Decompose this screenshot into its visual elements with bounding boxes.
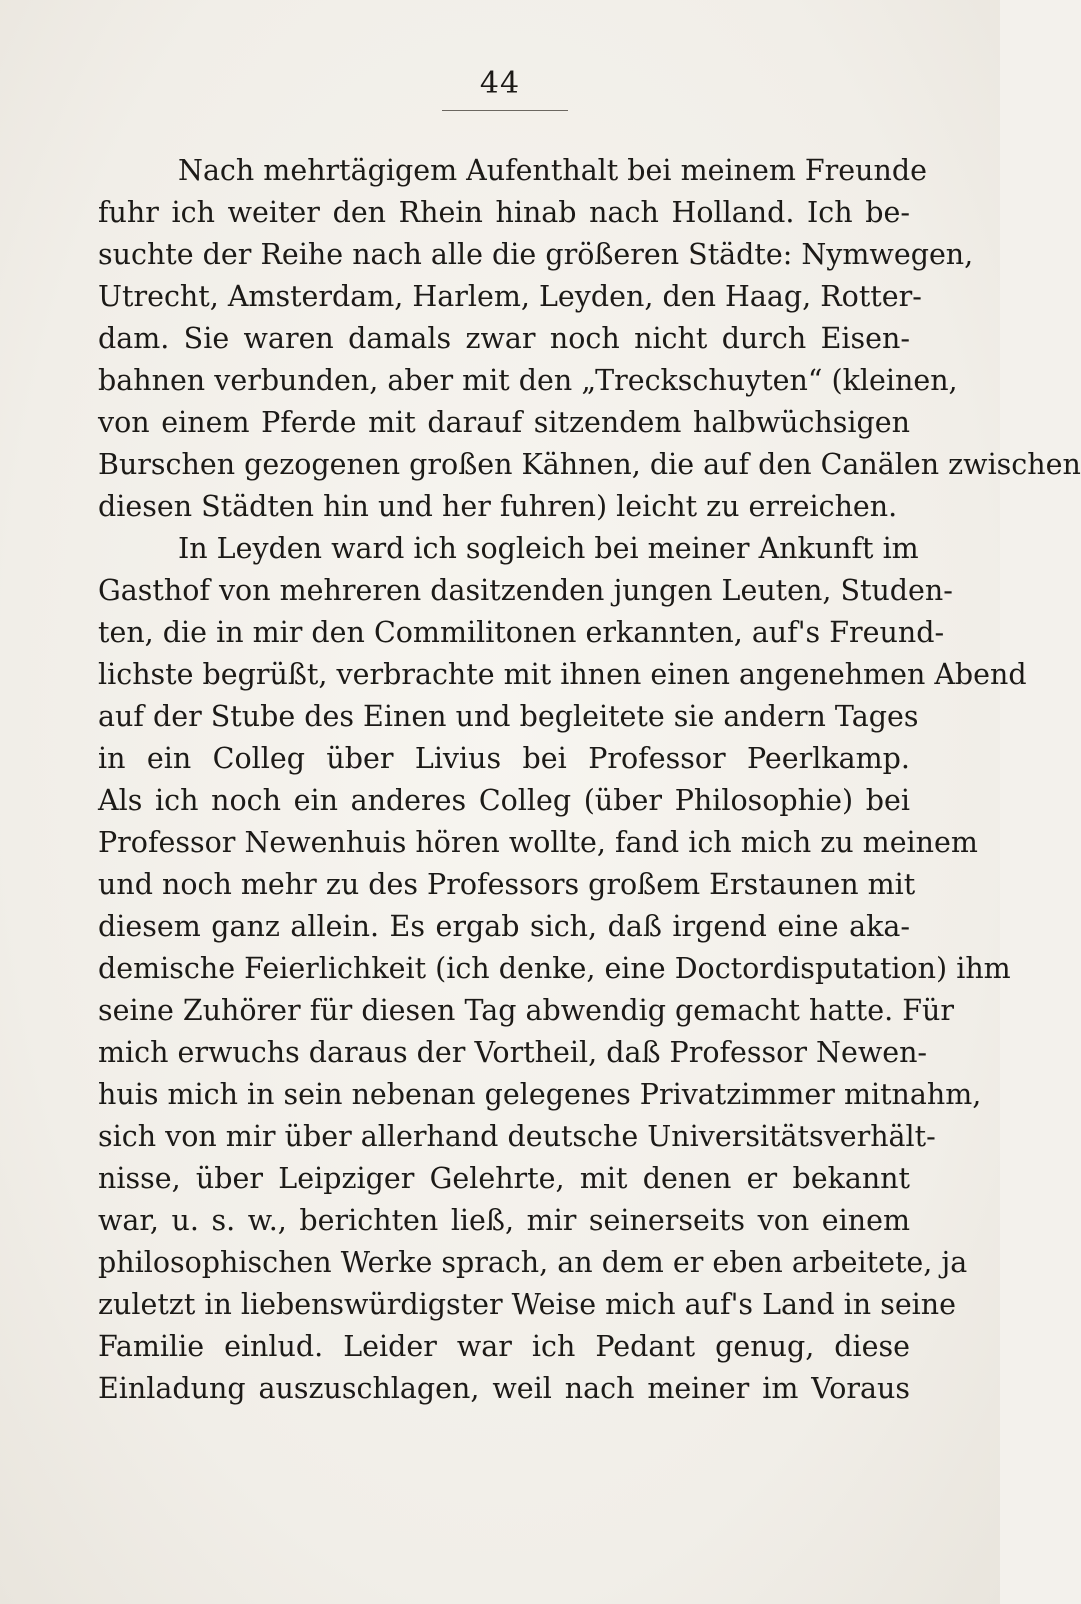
text-line-21: seine Zuhörer für diesen Tag abwendig gemacht hatte. Für <box>98 994 955 1027</box>
text-line-27: philosophischen Werke sprach, an dem er eben arbeitete, ja <box>98 1246 968 1279</box>
text-line-25: nisse, über Leipziger Gelehrte, mit denen er bekannt <box>98 1162 910 1195</box>
text-line-19: diesem ganz allein. Es ergab sich, daß irgend eine aka- <box>98 910 910 943</box>
text-line-15: in ein Colleg über Livius bei Professor Peerlkamp. <box>98 742 910 775</box>
text-line-4: Utrecht, Amsterdam, Harlem, Leyden, den Haag, Rotter- <box>98 280 922 313</box>
text-line-2: fuhr ich weiter den Rhein hinab nach Holland. Ich be- <box>98 196 910 229</box>
text-line-14: auf der Stube des Einen und begleitete sie andern Tages <box>98 700 919 733</box>
text-line-26: war, u. s. w., berichten ließ, mir seinerseits von einem <box>98 1204 910 1237</box>
text-line-9: diesen Städten hin und her fuhren) leicht zu erreichen. <box>98 490 898 523</box>
text-line-29: Familie einlud. Leider war ich Pedant genug, diese <box>98 1330 910 1363</box>
text-line-18: und noch mehr zu des Professors großem Erstaunen mit <box>98 868 916 901</box>
text-line-17: Professor Newenhuis hören wollte, fand ich mich zu meinem <box>98 826 978 859</box>
text-line-12: ten, die in mir den Commilitonen erkannten, auf's Freund- <box>98 616 945 649</box>
text-line-13: lichste begrüßt, verbrachte mit ihnen einen angenehmen Abend <box>98 658 1027 691</box>
text-line-24: sich von mir über allerhand deutsche Universitätsverhält- <box>98 1120 936 1153</box>
text-line-28: zuletzt in liebenswürdigster Weise mich auf's Land in seine <box>98 1288 957 1321</box>
text-line-10: In Leyden ward ich sogleich bei meiner Ankunft im <box>178 532 919 565</box>
text-line-6: bahnen verbunden, aber mit den „Treckschuyten“ (kleinen, <box>98 364 958 397</box>
text-line-22: mich erwuchs daraus der Vortheil, daß Professor Newen- <box>98 1036 928 1069</box>
text-line-8: Burschen gezogenen großen Kähnen, die auf den Canälen zwischen <box>98 448 1081 481</box>
text-line-11: Gasthof von mehreren dasitzenden jungen Leuten, Studen- <box>98 574 953 607</box>
text-line-20: demische Feierlichkeit (ich denke, eine Doctordisputation) ihm <box>98 952 1011 985</box>
page-number: 44 <box>479 66 521 101</box>
text-line-7: von einem Pferde mit darauf sitzendem halbwüchsigen <box>98 406 910 439</box>
text-line-1: Nach mehrtägigem Aufenthalt bei meinem Freunde <box>178 154 927 187</box>
text-line-30: Einladung auszuschlagen, weil nach meiner im Voraus <box>98 1372 910 1405</box>
text-line-16: Als ich noch ein anderes Colleg (über Philosophie) bei <box>98 784 910 817</box>
text-line-23: huis mich in sein nebenan gelegenes Privatzimmer mitnahm, <box>98 1078 982 1111</box>
header-rule <box>442 110 568 111</box>
text-line-5: dam. Sie waren damals zwar noch nicht durch Eisen- <box>98 322 910 355</box>
text-line-3: suchte der Reihe nach alle die größeren Städte: Nymwegen, <box>98 238 974 271</box>
body-text <box>98 150 1081 1410</box>
